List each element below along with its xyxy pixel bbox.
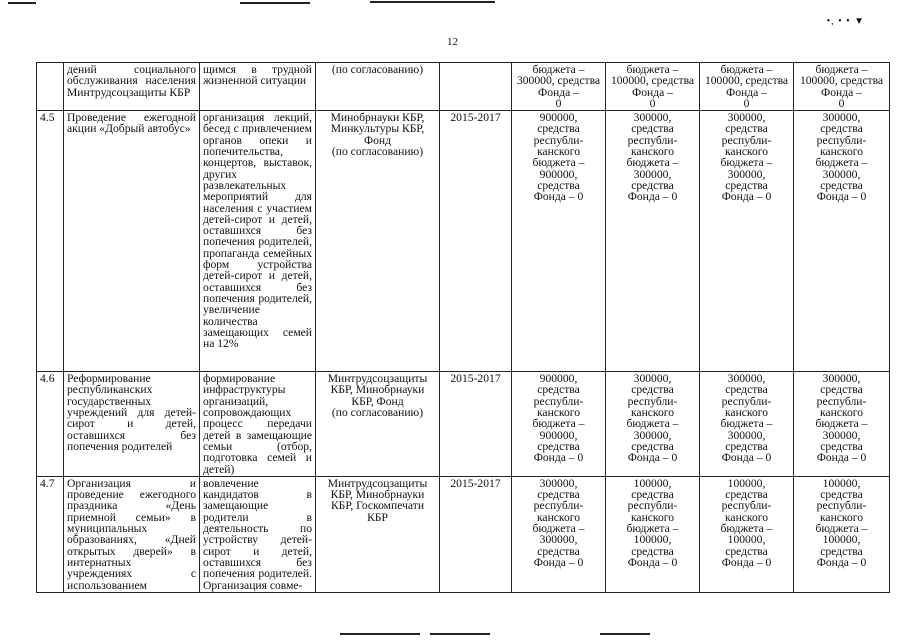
measure-period: 2015-2017 xyxy=(440,111,512,372)
measure-executors: Минтрудсоцзащиты КБР, Минобрнауки КБР, Госкомпечати КБР xyxy=(316,476,440,592)
scan-mark-top-mid xyxy=(240,2,310,4)
measure-content: щимся в трудной жизненной ситуации xyxy=(200,63,316,111)
funding-2016: 100000, средства республи- канского бюджета – 100000, средства Фонда – 0 xyxy=(700,476,794,592)
scan-mark-top-right xyxy=(370,1,495,3)
funding-2015: 300000, средства республи- канского бюджета – 300000, средства Фонда – 0 xyxy=(606,372,700,477)
measure-number: 4.7 xyxy=(37,476,64,592)
measure-content: вовлечение кандидатов в замещающие родители в деятельность по устройству детей-сирот и детей, оставшихся без попечения родителей. Организация совме- xyxy=(200,476,316,592)
funding-2017: бюджета – 100000, средства Фонда – 0 xyxy=(794,63,890,111)
scan-mark-bottom-1 xyxy=(340,633,420,635)
measures-table xyxy=(36,62,890,593)
funding-2017: 300000, средства республи- канского бюджета – 300000, средства Фонда – 0 xyxy=(794,111,890,372)
table-row xyxy=(37,111,890,372)
table-row xyxy=(37,63,890,111)
funding-total: бюджета – 300000, средства Фонда – 0 xyxy=(512,63,606,111)
scan-mark-bottom-3 xyxy=(600,633,650,635)
page-number: 12 xyxy=(447,36,458,48)
funding-total: 300000, средства республи- канского бюджета – 300000, средства Фонда – 0 xyxy=(512,476,606,592)
measure-name: Проведение ежегодной акции «Добрый автобус» xyxy=(64,111,200,372)
measure-period xyxy=(440,63,512,111)
scan-mark-top-left xyxy=(8,2,36,4)
scan-mark-bottom-2 xyxy=(430,633,490,635)
funding-2017: 300000, средства республи- канского бюджета – 300000, средства Фонда – 0 xyxy=(794,372,890,477)
measure-number: 4.6 xyxy=(37,372,64,477)
funding-2016: 300000, средства республи- канского бюджета – 300000, средства Фонда – 0 xyxy=(700,111,794,372)
measure-executors: Минобрнауки КБР, Минкультуры КБР, Фонд (по согласованию) xyxy=(316,111,440,372)
funding-2016: 300000, средства республи- канского бюджета – 300000, средства Фонда – 0 xyxy=(700,372,794,477)
funding-total: 900000, средства республи- канского бюджета – 900000, средства Фонда – 0 xyxy=(512,111,606,372)
measure-executors: (по согласованию) xyxy=(316,63,440,111)
measure-executors: Минтрудсоцзащиты КБР, Минобрнауки КБР, Фонд (по согласованию) xyxy=(316,372,440,477)
corner-scan-marks: •, • • ▼ xyxy=(826,16,865,27)
funding-2015: 100000, средства республи- канского бюджета – 100000, средства Фонда – 0 xyxy=(606,476,700,592)
funding-2015: 300000, средства республи- канского бюджета – 300000, средства Фонда – 0 xyxy=(606,111,700,372)
table-row xyxy=(37,476,890,592)
measure-name: Реформирование республиканских государственных учреждений для детей-сирот и детей, оставшихся без попечения родителей xyxy=(64,372,200,477)
measure-content: формирование инфраструктуры организаций, сопровождающих процесс передачи детей в замещающие семьи (отбор, подготовка семей и детей) xyxy=(200,372,316,477)
table-row xyxy=(37,372,890,477)
measure-number xyxy=(37,63,64,111)
measure-number: 4.5 xyxy=(37,111,64,372)
measure-period: 2015-2017 xyxy=(440,476,512,592)
measure-name: Организация и проведение ежегодного праздника «День приемной семьи» в муниципальных образованиях, «Дней открытых дверей» в интернатных учреждениях с использованием xyxy=(64,476,200,592)
funding-2017: 100000, средства республи- канского бюджета – 100000, средства Фонда – 0 xyxy=(794,476,890,592)
measure-content: организация лекций, бесед с привлечением органов опеки и попечительства, концертов, выставок, других развлекательных мероприятий для населения с участием детей-сирот и детей, оставшихся без попечения родителей, пропаганда семейных форм устройства детей-сирот и детей, оставшихся без попечения родителей, увеличение количества замещающих семей на 12% xyxy=(200,111,316,372)
funding-2015: бюджета – 100000, средства Фонда – 0 xyxy=(606,63,700,111)
measure-name: дений социального обслуживания населения Минтрудсоцзащиты КБР xyxy=(64,63,200,111)
measure-period: 2015-2017 xyxy=(440,372,512,477)
funding-total: 900000, средства республи- канского бюджета – 900000, средства Фонда – 0 xyxy=(512,372,606,477)
funding-2016: бюджета – 100000, средства Фонда – 0 xyxy=(700,63,794,111)
